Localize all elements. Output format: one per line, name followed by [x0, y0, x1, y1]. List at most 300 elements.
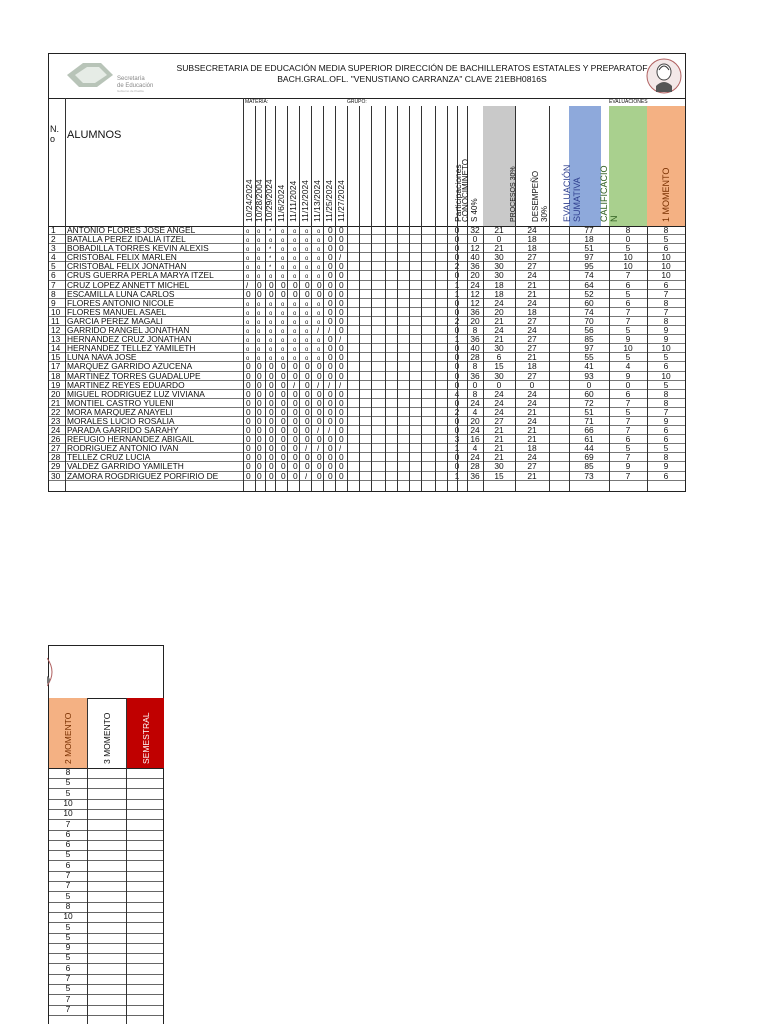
desempeno-cell: 21	[527, 434, 537, 445]
student-number: 18	[51, 370, 61, 381]
attendance-mark: 0	[339, 415, 344, 426]
attendance-mark: 0	[328, 352, 333, 363]
no-column-label: N. o	[50, 124, 59, 144]
momento2-cell: 6	[65, 828, 71, 839]
procesos-cell: 15	[494, 470, 504, 481]
procesos-cell: 21	[494, 225, 504, 235]
attendance-mark: 0	[317, 279, 322, 290]
conocimiento-cell: 28	[470, 461, 480, 472]
attendance-mark: o	[281, 265, 285, 272]
attendance-mark: 0	[246, 388, 251, 399]
student-name: TELLEZ CRUZ LUCIA	[67, 452, 151, 463]
attendance-mark: 0	[328, 434, 333, 445]
evaluacion-header: EVALUACIÓN SUMATIVA	[562, 164, 582, 222]
evaluacion-cell: 41	[584, 361, 594, 372]
momento2-cell: 7	[65, 973, 71, 983]
date-header: 11/13/2024	[312, 180, 322, 222]
attendance-mark: 0	[246, 379, 251, 390]
table-row	[49, 472, 685, 481]
student-number: 6	[51, 270, 56, 281]
momento2-cell: 5	[65, 983, 71, 994]
attendance-mark: o	[305, 356, 309, 363]
attendance-mark: 0	[328, 415, 333, 426]
divider	[311, 226, 312, 491]
calificacion-cell: 5	[625, 443, 631, 454]
participaciones-cell: 0	[454, 343, 460, 354]
student-number: 26	[51, 434, 61, 445]
calificacion-cell: 8	[625, 225, 631, 235]
evaluacion-cell: 70	[584, 315, 594, 326]
attendance-mark: o	[317, 274, 321, 281]
divider	[447, 226, 448, 491]
attendance-mark: /	[339, 443, 342, 454]
evaluacion-cell: 97	[584, 343, 594, 354]
attendance-mark: 0	[328, 288, 333, 299]
attendance-mark: 0	[328, 243, 333, 254]
attendance-mark: o	[281, 256, 285, 263]
attendance-mark: 0	[339, 434, 344, 445]
conocimiento-cell: 32	[470, 225, 480, 235]
student-rows	[49, 226, 685, 481]
momento1-cell: 5	[663, 443, 669, 454]
student-name: LUNA NAVA JOSE	[67, 352, 137, 363]
divider	[65, 98, 66, 226]
attendance-mark: *	[269, 265, 272, 272]
page2-fragment	[48, 645, 164, 1024]
participaciones-cell: 0	[454, 252, 460, 263]
divider	[609, 226, 610, 491]
calificacion-cell: 4	[625, 361, 631, 372]
attendance-mark: o	[246, 238, 250, 245]
attendance-mark: o	[317, 247, 321, 254]
attendance-mark: 0	[317, 452, 322, 463]
student-number: 20	[51, 388, 61, 399]
student-name: ANTONIO FLORES JOSE ANGEL	[67, 225, 196, 235]
student-number: 8	[51, 288, 56, 299]
conocimiento-cell: 12	[470, 288, 480, 299]
divider	[243, 226, 244, 491]
participaciones-cell: 0	[454, 425, 460, 436]
attendance-mark: o	[305, 319, 309, 326]
attendance-mark: 0	[293, 461, 298, 472]
attendance-mark: o	[281, 229, 285, 235]
attendance-mark: 0	[269, 425, 274, 436]
momento1-cell: 5	[663, 352, 669, 363]
student-name: MORALES LUCIO ROSALIA	[67, 415, 175, 426]
conocimiento-cell: 36	[470, 261, 480, 272]
momento1-cell: 10	[661, 370, 671, 381]
momento2-header-cell	[49, 698, 87, 769]
momento2-cell: 5	[65, 952, 71, 963]
momento1-cell: 6	[663, 243, 669, 254]
divider	[421, 106, 422, 226]
procesos-cell: 30	[494, 370, 504, 381]
page2-header	[49, 646, 163, 699]
desempeno-cell: 24	[527, 388, 537, 399]
student-name: GARCIA PEREZ MAGALI	[67, 315, 163, 326]
calificacion-cell: 5	[625, 243, 631, 254]
desempeno-cell: 21	[527, 470, 537, 481]
attendance-mark: o	[305, 347, 309, 354]
attendance-mark: 0	[317, 470, 322, 481]
participaciones-cell: 0	[454, 297, 460, 308]
procesos-cell: 0	[496, 234, 502, 245]
attendance-mark: o	[281, 356, 285, 363]
attendance-mark: 0	[317, 461, 322, 472]
desempeno-cell: 24	[527, 452, 537, 463]
attendance-mark: 0	[269, 406, 274, 417]
student-number: 11	[51, 315, 60, 326]
momento1-cell: 6	[663, 425, 669, 436]
attendance-mark: 0	[317, 370, 322, 381]
desempeno-cell: 21	[527, 279, 537, 290]
document-title	[139, 63, 685, 84]
participaciones-cell: 0	[454, 370, 460, 381]
divider	[409, 106, 410, 226]
attendance-mark: 0	[305, 379, 310, 390]
attendance-mark: 0	[281, 406, 286, 417]
column-headers	[49, 98, 685, 227]
attendance-mark: o	[305, 301, 309, 308]
attendance-mark: o	[257, 319, 261, 326]
attendance-mark: 0	[317, 434, 322, 445]
student-name: HERNANDEZ TELLEZ YAMILETH	[67, 343, 196, 354]
conocimiento-cell: 16	[470, 434, 480, 445]
desempeno-cell: 24	[527, 225, 537, 235]
momento2-cell: 7	[65, 818, 71, 829]
attendance-mark: o	[269, 310, 273, 317]
student-name: PARADA GARRIDO SARAHY	[67, 425, 179, 436]
attendance-mark: o	[293, 319, 297, 326]
attendance-mark: o	[293, 347, 297, 354]
attendance-mark: o	[246, 338, 250, 345]
calificacion-cell: 5	[625, 352, 631, 363]
divider	[397, 226, 398, 491]
calificacion-header: CALIFICACIO N	[599, 165, 619, 222]
student-name: BATALLA PEREZ IDALIA ITZEL	[67, 234, 186, 245]
attendance-mark: /	[293, 379, 296, 390]
sheet-header	[49, 54, 685, 99]
attendance-mark: o	[269, 329, 273, 336]
momento1-cell: 10	[661, 261, 671, 272]
desempeno-cell: 18	[527, 443, 537, 454]
procesos-header: PROCESOS 30%	[510, 166, 517, 222]
participaciones-cell: 0	[454, 461, 460, 472]
student-number: 29	[51, 461, 61, 472]
procesos-cell: 0	[496, 379, 502, 390]
attendance-mark: 0	[257, 361, 262, 372]
divider	[359, 106, 360, 226]
attendance-mark: /	[328, 379, 331, 390]
attendance-mark: 0	[328, 443, 333, 454]
attendance-mark: o	[317, 356, 321, 363]
attendance-mark: 0	[293, 288, 298, 299]
attendance-mark: 0	[257, 397, 262, 408]
attendance-mark: 0	[328, 343, 333, 354]
momento2-cell: 7	[65, 870, 71, 880]
momento2-cell: 10	[63, 808, 73, 819]
momento1-cell: 6	[663, 361, 669, 372]
participaciones-cell: 0	[454, 306, 460, 317]
attendance-mark: o	[317, 265, 321, 272]
attendance-mark: 0	[269, 388, 274, 399]
attendance-mark: o	[317, 301, 321, 308]
divider	[359, 226, 360, 491]
calificacion-cell: 0	[625, 234, 631, 245]
student-number: 1	[51, 225, 56, 235]
conocimiento-cell: 40	[470, 343, 480, 354]
attendance-mark: /	[339, 252, 342, 263]
momento1-cell: 6	[663, 434, 669, 445]
divider	[421, 226, 422, 491]
student-name: MARTINEZ REYES EDUARDO	[67, 379, 185, 390]
divider	[385, 226, 386, 491]
attendance-mark: 0	[246, 397, 251, 408]
participaciones-cell: 0	[454, 452, 460, 463]
desempeno-cell: 21	[527, 406, 537, 417]
divider	[483, 226, 484, 491]
participaciones-cell: 0	[454, 397, 460, 408]
attendance-mark: 0	[281, 434, 286, 445]
calificacion-cell: 6	[625, 434, 631, 445]
materia-label: MATERIA:	[245, 99, 269, 105]
momento1-cell: 8	[663, 297, 669, 308]
evaluacion-cell: 61	[584, 434, 594, 445]
attendance-mark: o	[281, 301, 285, 308]
calificacion-cell: 0	[625, 379, 631, 390]
divider	[299, 226, 300, 491]
procesos-cell: 21	[494, 452, 504, 463]
attendance-mark: 0	[257, 406, 262, 417]
conocimiento-cell: 0	[472, 234, 478, 245]
divider	[323, 226, 324, 491]
participaciones-cell: 0	[454, 234, 460, 245]
desempeno-cell: 27	[527, 461, 537, 472]
participaciones-cell: 1	[454, 288, 460, 299]
student-number: 28	[51, 452, 61, 463]
procesos-cell: 24	[494, 388, 504, 399]
calificacion-cell: 10	[623, 252, 633, 263]
evaluacion-cell: 69	[584, 452, 594, 463]
attendance-mark: 0	[269, 361, 274, 372]
momento2-cell: 5	[65, 787, 71, 798]
participaciones-cell: 1	[454, 443, 460, 454]
attendance-mark: o	[281, 338, 285, 345]
attendance-mark: o	[257, 310, 261, 317]
calificacion-cell: 7	[625, 415, 631, 426]
attendance-mark: 0	[257, 470, 262, 481]
attendance-mark: 0	[293, 415, 298, 426]
desempeno-cell: 0	[529, 379, 535, 390]
momento2-cell: 7	[65, 880, 71, 891]
attendance-mark: 0	[269, 443, 274, 454]
momento1-cell: 9	[663, 334, 669, 345]
evaluacion-cell: 18	[584, 234, 594, 245]
attendance-mark: 0	[246, 470, 251, 481]
calificacion-cell: 6	[625, 388, 631, 399]
procesos-cell: 21	[494, 434, 504, 445]
participaciones-cell: 0	[454, 325, 460, 336]
momento1-cell: 9	[663, 415, 669, 426]
student-number: 27	[51, 443, 61, 454]
attendance-mark: o	[281, 274, 285, 281]
attendance-mark: 0	[246, 434, 251, 445]
momento1-cell: 6	[663, 470, 669, 481]
calificacion-cell: 5	[625, 288, 631, 299]
attendance-mark: 0	[257, 425, 262, 436]
attendance-mark: 0	[339, 288, 344, 299]
conocimiento-cell: 8	[472, 388, 478, 399]
evaluacion-cell: 55	[584, 352, 594, 363]
attendance-mark: o	[317, 229, 321, 235]
evaluacion-cell: 73	[584, 470, 594, 481]
participaciones-cell: 2	[454, 261, 460, 272]
student-name: FLORES MANUEL ASAEL	[67, 306, 167, 317]
attendance-mark: 0	[328, 279, 333, 290]
student-number: 17	[51, 361, 61, 372]
attendance-mark: 0	[328, 397, 333, 408]
attendance-mark: o	[246, 265, 250, 272]
attendance-mark: 0	[328, 334, 333, 345]
momento2-cell: 6	[65, 962, 71, 973]
procesos-cell: 30	[494, 252, 504, 263]
divider	[287, 226, 288, 491]
student-number: 30	[51, 470, 61, 481]
momento1-header: 1 MOMENTO	[661, 167, 671, 222]
procesos-cell: 30	[494, 461, 504, 472]
momento2-cell: 6	[65, 839, 71, 850]
student-number: 2	[51, 234, 56, 245]
student-name: MARTINEZ TORRES GUADALUPE	[67, 370, 201, 381]
momento1-cell: 5	[663, 379, 669, 390]
attendance-mark: 0	[257, 461, 262, 472]
desempeno-cell: 27	[527, 370, 537, 381]
divider	[65, 226, 66, 491]
evaluacion-cell: 74	[584, 306, 594, 317]
attendance-mark: 0	[328, 225, 333, 235]
attendance-mark: 0	[317, 288, 322, 299]
desempeno-cell: 18	[527, 243, 537, 254]
procesos-cell: 24	[494, 406, 504, 417]
attendance-mark: 0	[246, 425, 251, 436]
attendance-mark: 0	[293, 443, 298, 454]
divider	[347, 106, 348, 226]
attendance-mark: 0	[339, 270, 344, 281]
attendance-mark: o	[246, 274, 250, 281]
evaluacion-cell: 97	[584, 252, 594, 263]
momento1-cell: 10	[661, 270, 671, 281]
attendance-mark: 0	[281, 397, 286, 408]
student-name: CRUZ LOPEZ ANNETT MICHEL	[67, 279, 190, 290]
attendance-mark: 0	[328, 270, 333, 281]
attendance-mark: 0	[339, 352, 344, 363]
attendance-mark: 0	[269, 397, 274, 408]
evaluacion-cell: 71	[584, 415, 594, 426]
desempeno-cell: 24	[527, 270, 537, 281]
attendance-mark: 0	[246, 288, 251, 299]
attendance-mark: 0	[293, 406, 298, 417]
momento1-cell: 8	[663, 225, 669, 235]
attendance-mark: o	[305, 265, 309, 272]
divider	[397, 106, 398, 226]
divider	[515, 226, 516, 491]
attendance-mark: 0	[328, 388, 333, 399]
momento2-cell: 8	[65, 900, 71, 911]
desempeno-cell: 21	[527, 288, 537, 299]
momento2-cell: 5	[65, 890, 71, 901]
student-name: RODRIGUEZ ANTONIO IVAN	[67, 443, 179, 454]
participaciones-cell: 0	[454, 225, 460, 235]
attendance-mark: o	[246, 301, 250, 308]
conocimiento-cell: 20	[470, 415, 480, 426]
momento1-cell: 9	[663, 325, 669, 336]
attendance-mark: /	[246, 279, 249, 290]
evaluacion-cell: 44	[584, 443, 594, 454]
student-number: 4	[51, 252, 56, 263]
participaciones-cell: 4	[454, 388, 460, 399]
desempeno-cell: 21	[527, 352, 537, 363]
attendance-mark: o	[246, 356, 250, 363]
attendance-mark: o	[293, 238, 297, 245]
procesos-cell: 30	[494, 270, 504, 281]
participaciones-cell: 0	[454, 352, 460, 363]
procesos-cell: 27	[494, 415, 504, 426]
participaciones-cell: 0	[454, 270, 460, 281]
momento3-header: 3 MOMENTO	[102, 712, 112, 764]
divider	[549, 106, 550, 226]
attendance-mark: 0	[305, 279, 310, 290]
momento1-cell: 8	[663, 315, 669, 326]
attendance-mark: 0	[339, 279, 344, 290]
attendance-mark: 0	[281, 443, 286, 454]
conocimiento-cell: 20	[470, 315, 480, 326]
divider	[647, 226, 648, 491]
desempeno-cell: 24	[527, 297, 537, 308]
attendance-mark: o	[293, 310, 297, 317]
svg-text:Gobierno de Puebla: Gobierno de Puebla	[117, 89, 144, 93]
attendance-mark: o	[281, 247, 285, 254]
student-number: 15	[51, 352, 61, 363]
attendance-mark: 0	[305, 388, 310, 399]
attendance-mark: o	[257, 329, 261, 336]
attendance-mark: /	[317, 425, 320, 436]
school-seal-icon	[645, 56, 683, 96]
attendance-mark: o	[305, 238, 309, 245]
conocimiento-cell: 12	[470, 297, 480, 308]
attendance-mark: 0	[257, 279, 262, 290]
table-row	[49, 1005, 163, 1016]
student-number: 12	[51, 325, 61, 336]
attendance-mark: 0	[305, 415, 310, 426]
attendance-mark: 0	[328, 315, 333, 326]
divider	[569, 226, 570, 491]
desempeno-cell: 18	[527, 361, 537, 372]
attendance-mark: o	[317, 347, 321, 354]
attendance-mark: /	[317, 379, 320, 390]
attendance-mark: 0	[269, 461, 274, 472]
student-number: 3	[51, 243, 56, 254]
evaluacion-cell: 85	[584, 334, 594, 345]
desempeno-cell: 24	[527, 415, 537, 426]
attendance-mark: 0	[339, 306, 344, 317]
evaluacion-cell: 60	[584, 388, 594, 399]
student-number: 5	[51, 261, 56, 272]
attendance-mark: 0	[339, 388, 344, 399]
attendance-mark: o	[257, 347, 261, 354]
evaluacion-cell: 51	[584, 406, 594, 417]
attendance-mark: 0	[246, 452, 251, 463]
calificacion-cell: 7	[625, 270, 631, 281]
